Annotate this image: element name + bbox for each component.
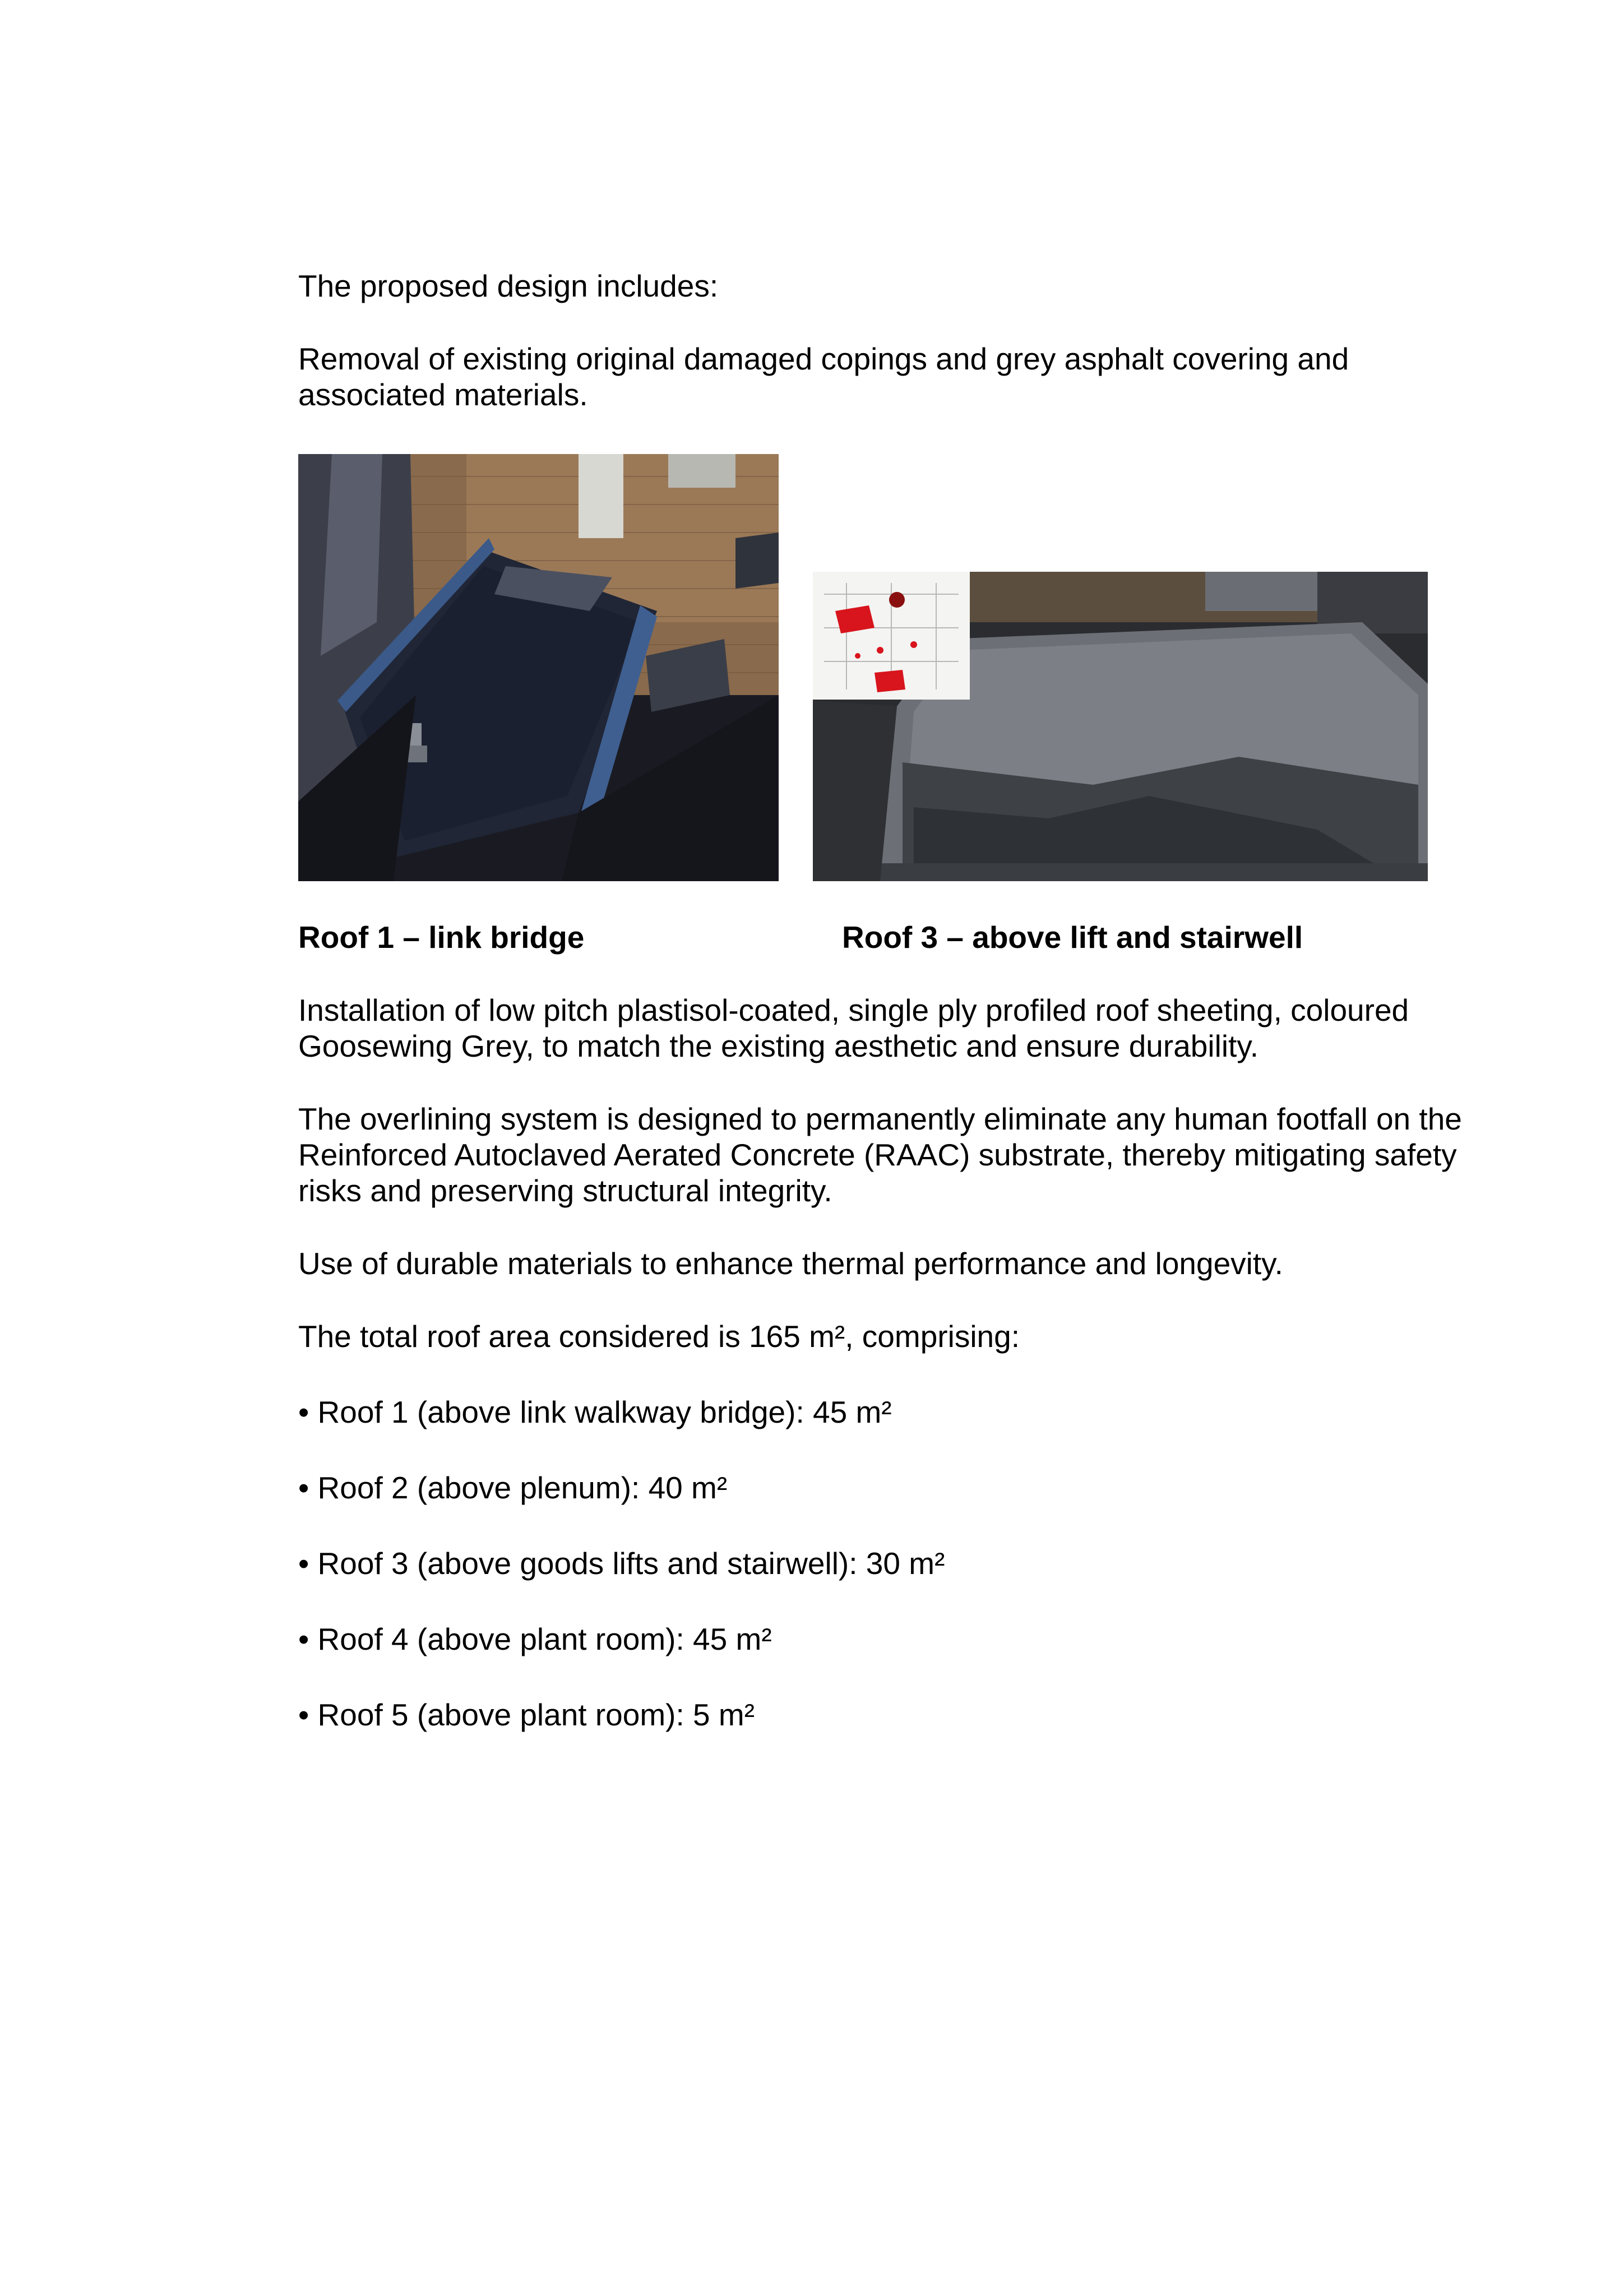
roof-list-item-text: Roof 2 (above plenum): 40 m² (317, 1470, 728, 1505)
installation-text-line-2: Goosewing Grey, to match the existing aesthetic and ensure durability. (298, 1029, 1259, 1063)
bullet: • (298, 1470, 309, 1505)
roof-list-item-text: Roof 4 (above plant room): 45 m² (317, 1622, 772, 1656)
removal-text-line-1: Removal of existing original damaged copings and grey asphalt covering and (298, 341, 1349, 376)
roof-list-item (298, 1470, 727, 1506)
bullet: • (298, 1546, 309, 1581)
overlining-text-line-2: Reinforced Autoclaved Aerated Concrete (RAAC) substrate, thereby mitigating safety (298, 1137, 1457, 1172)
bullet: • (298, 1395, 309, 1429)
roof-list-item (298, 1545, 945, 1581)
removal-text-line-2: associated materials. (298, 377, 588, 412)
overlining-text-line-3: risks and preserving structural integrity. (298, 1173, 832, 1208)
intro-text: The proposed design includes: (298, 269, 719, 303)
roof-list-item (298, 1697, 755, 1733)
roof-list-item (298, 1394, 892, 1430)
roof-list-item-text: Roof 5 (above plant room): 5 m² (317, 1697, 755, 1732)
materials-text: Use of durable materials to enhance thermal performance and longevity. (298, 1246, 1283, 1281)
overlining-text-line-1: The overlining system is designed to permanently eliminate any human footfall on the (298, 1101, 1462, 1136)
roof-1-photo (298, 454, 779, 881)
installation-text-line-1: Installation of low pitch plastisol-coated, single ply profiled roof sheeting, coloured (298, 993, 1409, 1027)
roof-3-caption: Roof 3 – above lift and stairwell (842, 920, 1303, 955)
bullet: • (298, 1622, 309, 1656)
roof-3-photo (813, 572, 1428, 881)
roof-list-item-text: Roof 3 (above goods lifts and stairwell): 30 m² (317, 1546, 945, 1581)
bullet: • (298, 1697, 309, 1732)
roof-list-item-text: Roof 1 (above link walkway bridge): 45 m² (317, 1395, 892, 1429)
total-area-text: The total roof area considered is 165 m², comprising: (298, 1319, 1020, 1354)
roof-1-caption: Roof 1 – link bridge (298, 920, 585, 955)
roof-list-item (298, 1621, 772, 1657)
